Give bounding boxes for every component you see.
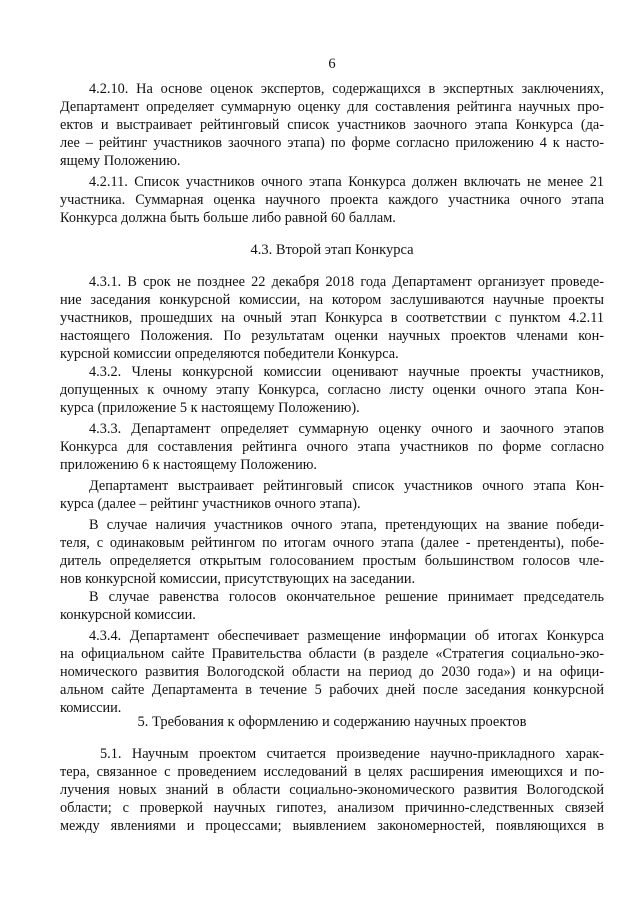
text-line: между явлениями и процессами; выявлением закономерностей, появляющихся в [60,818,604,834]
text-line: участников, прошедших на очный этап Конкурса в соответствии с пунктом 4.2.11 [60,310,604,326]
text-line: 5.1. Научным проектом считается произведение научно-прикладного харак- [100,746,604,762]
text-line: альном сайте Департамента в течение 5 рабочих дней после заседания конкурсной [60,682,604,698]
text-line: В случае наличия участников очного этапа, претендующих на звание победи- [89,517,604,533]
text-line: 4.2.10. На основе оценок экспертов, содержащихся в экспертных заключениях, [89,81,604,97]
text-line: лее – рейтинг участников заочного этапа) по форме согласно приложению 4 к насто- [60,135,604,151]
text-line: ящему Положению. [60,153,181,169]
text-line: области; с проверкой научных гипотез, анализом причинно-следственных связей [60,800,604,816]
page-number: 6 [328,56,336,72]
text-line: Конкурса должна быть больше либо равной 60 баллам. [60,210,396,226]
text-line: дитель определяется открытым голосованием простым большинством голосов чле- [60,553,604,569]
text-line: 4.2.11. Список участников очного этапа Конкурса должен включать не менее 21 [89,174,604,190]
text-line: В случае равенства голосов окончательное решение принимает председатель [89,589,604,605]
section-heading: 4.3. Второй этап Конкурса [250,242,414,258]
text-line: 4.3.1. В срок не позднее 22 декабря 2018 года Департамент организует проведе- [89,274,604,290]
text-line: лучения новых знаний в области социально-экономического развития Вологодской [60,782,604,798]
text-line: тера, связанное с проведением исследований в целях расширения имеющихся и по- [60,764,604,780]
text-line: курса (далее – рейтинг участников очного этапа). [60,496,361,512]
text-line: комиссии. [60,700,122,716]
text-line: допущенных к очному этапу Конкурса, согласно листу оценки очного этапа Кон- [60,382,604,398]
text-line: Департамент выстраивает рейтинговый список участников очного этапа Кон- [89,478,604,494]
text-line: Конкурса для составления рейтинга очного этапа участников по форме согласно [60,439,604,455]
section-heading: 5. Требования к оформлению и содержанию научных проектов [137,714,527,730]
text-line: нов конкурсной комиссии, присутствующих на заседании. [60,571,416,587]
text-line: теля, с одинаковым рейтингом по итогам очного этапа (далее - претенденты), побе- [60,535,604,551]
text-line: Департамент определяет суммарную оценку для составления рейтинга научных про- [60,99,604,115]
text-line: курса (приложение 5 к настоящему Положению). [60,400,360,416]
text-line: 4.3.4. Департамент обеспечивает размещение информации об итогах Конкурса [89,628,604,644]
text-line: участника. Суммарная оценка научного проекта каждого участника очного этапа [60,192,604,208]
text-line: на официальном сайте Правительства области (в разделе «Стратегия социально-эко- [60,646,604,662]
text-line: 4.3.2. Члены конкурсной комиссии оценивают научные проекты участников, [89,364,604,380]
text-line: приложению 6 к настоящему Положению. [60,457,317,473]
text-line: ектов и выстраивает рейтинговый список участников заочного этапа Конкурса (да- [60,117,604,133]
text-line: номического развития Вологодской области на период до 2030 года») и на офици- [60,664,604,680]
text-line: настоящего Положения. По результатам оценки научных проектов членами кон- [60,328,604,344]
text-line: конкурсной комиссии. [60,607,196,623]
text-line: ние заседания конкурсной комиссии, на котором заслушиваются научные проекты [60,292,604,308]
text-line: курсной комиссии определяются победители Конкурса. [60,346,399,362]
text-line: 4.3.3. Департамент определяет суммарную оценку очного и заочного этапов [89,421,604,437]
